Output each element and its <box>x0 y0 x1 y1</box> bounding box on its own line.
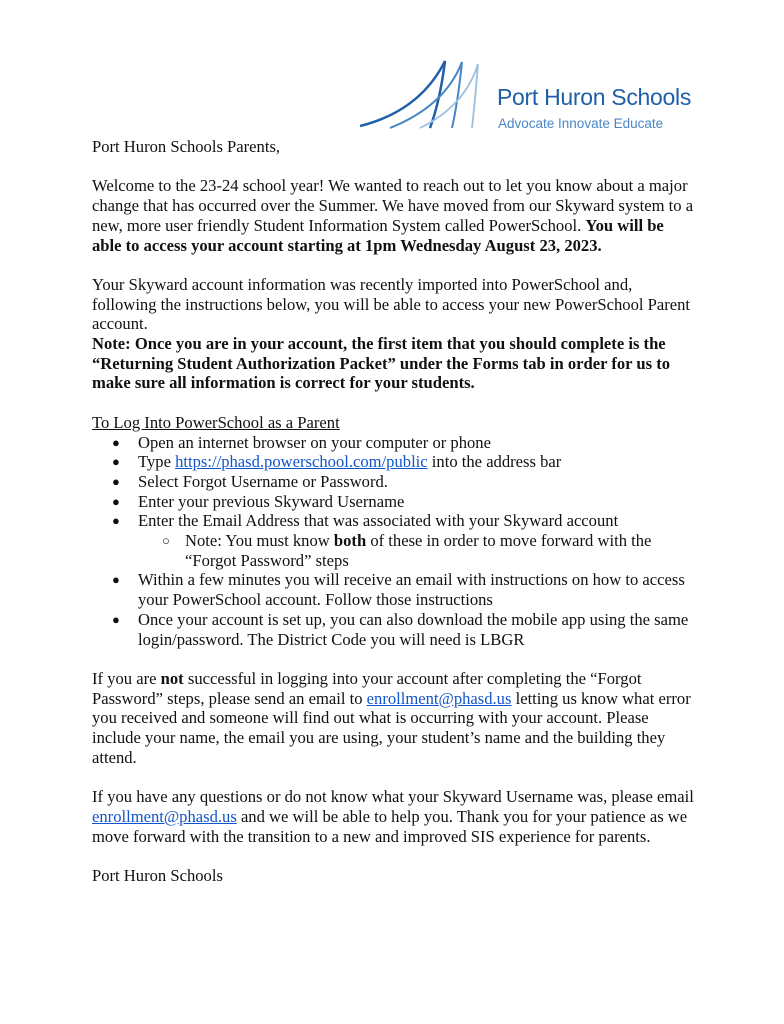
bullet-icon: ● <box>112 473 120 489</box>
steps-list <box>92 433 697 650</box>
bullet-icon: ● <box>112 434 120 450</box>
list-item: ● Within a few minutes you will receive an email with instructions on how to access your PowerSchool account. Follow those instructions <box>112 570 685 610</box>
letter-body <box>92 137 697 905</box>
greeting: Port Huron Schools Parents, <box>92 137 281 156</box>
list-item: ● Enter the Email Address that was associated with your Skyward account <box>112 511 619 531</box>
logo-name: Port Huron Schools <box>497 84 692 110</box>
sails-logo-icon <box>360 56 500 132</box>
login-steps <box>92 413 697 649</box>
paragraph-not-successful: If you are not successful in logging into your account after completing the “Forgot Password” steps, please send an email to enrollment@phasd.us letting us know what error you received and someone will find out what is occurring with your account. Please include your name, the email you are using, your student’s name and the building they attend. <box>92 668 691 767</box>
list-item: ● Enter your previous Skyward Username <box>112 491 405 511</box>
logo-tagline: Advocate Innovate Educate <box>498 116 664 131</box>
bullet-icon: ● <box>112 454 120 470</box>
list-item: ● Open an internet browser on your computer or phone <box>112 432 491 452</box>
enrollment-email-link[interactable]: enrollment@phasd.us <box>366 688 512 708</box>
hollow-bullet-icon: ○ <box>162 533 170 549</box>
bullet-icon: ● <box>112 513 120 529</box>
paragraph-questions: If you have any questions or do not know what your Skyward Username was, please email enrollment@phasd.us and we will be able to help you. Thank you for your patience as we move forward with the transition to a new and improved SIS experience for parents. <box>92 787 694 846</box>
bullet-icon: ● <box>112 572 120 588</box>
list-item: ● Select Forgot Username or Password. <box>112 471 388 491</box>
access-date-notice: You will be able to access your account starting at 1pm Wednesday August 23, 2023. <box>92 215 664 255</box>
list-subitem: ○ Note: You must know both of these in order to move forward with the “Forgot Password” steps <box>162 531 652 570</box>
list-item: ● Type https://phasd.powerschool.com/public into the address bar <box>112 452 562 472</box>
paragraph-import: Your Skyward account information was recently imported into PowerSchool and, following the instructions below, you will be able to access your new PowerSchool Parent account. Note: Once you are in your account, the first item that you should complete is the “Returning Student Authorization Packet” under the Forms tab in order for us to make sure all information is correct for your students. <box>92 274 691 393</box>
bullet-icon: ● <box>112 611 120 627</box>
list-item: ● Once your account is set up, you can also download the mobile app using the same login/password. The District Code you will need is LBGR <box>112 609 689 649</box>
forms-note: Note: Once you are in your account, the first item that you should complete is the “Returning Student Authorization Packet” under the Forms tab in order for us to make sure all information is correct for your students. <box>92 334 671 393</box>
powerschool-link[interactable]: https://phasd.powerschool.com/public <box>175 452 428 472</box>
school-logo <box>360 56 690 132</box>
steps-heading: To Log Into PowerSchool as a Parent <box>92 412 340 432</box>
signature: Port Huron Schools <box>92 865 223 885</box>
enrollment-email-link[interactable]: enrollment@phasd.us <box>92 806 237 826</box>
bullet-icon: ● <box>112 493 120 509</box>
paragraph-welcome: Welcome to the 23-24 school year! We wanted to reach out to let you know about a major change that has occurred over the Summer. We have moved from our Skyward system to a new, more user friendly Student Information System called PowerSchool. You will be able to access your account starting at 1pm Wednesday August 23, 2023. <box>92 176 694 255</box>
